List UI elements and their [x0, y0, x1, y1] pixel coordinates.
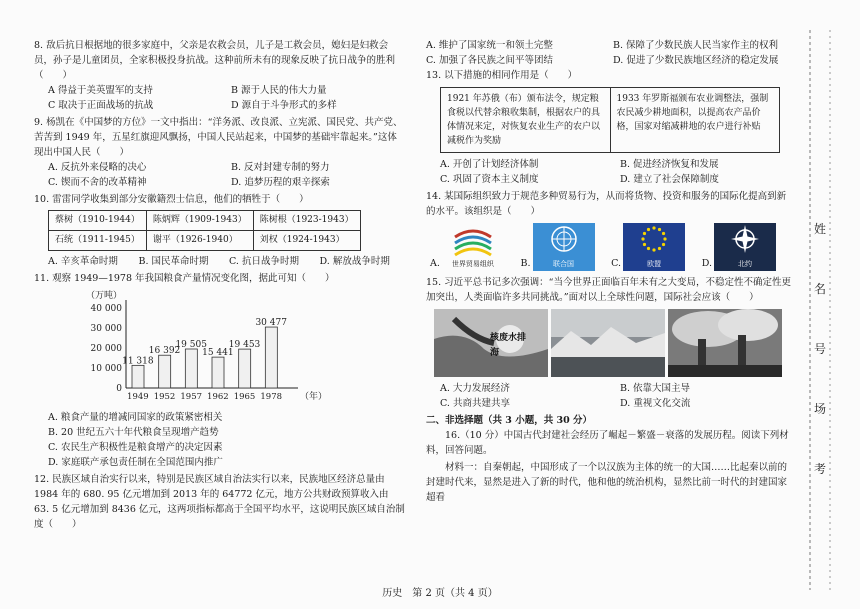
q10-option-a[interactable]: A. 辛亥革命时期 [48, 256, 118, 267]
factory-smoke-photo [668, 309, 782, 377]
q13-option-a[interactable]: A. 开创了计划经济体制 [440, 159, 539, 170]
question-8-stem: 8. 敌后抗日根据地的很多家庭中，父亲是农救会员，儿子是工救会员，媳妇是妇救会员，孙子是儿童团员，全家积极投身抗战。这种前所未有的现象反映了抗日战争的胜利（ ） [34, 40, 396, 81]
bar-value-label: 11 318 [122, 356, 154, 367]
logo-caption: 联合国 [553, 259, 575, 268]
question-10 [34, 192, 406, 269]
bar-value-label: 15 441 [202, 348, 234, 359]
eu-star [641, 237, 644, 240]
x-tick-label: 1962 [207, 392, 229, 402]
section-heading: 二、非选择题（共 3 小题，共 30 分） [426, 415, 593, 426]
q12-option-d[interactable]: D. 促进了少数民族地区经济的稳定发展 [613, 55, 779, 66]
eu-star [662, 242, 665, 245]
smokestack-illustration-icon [668, 309, 782, 377]
question-16-material: 材料一：自秦朝起，中国形成了一个以汉族为主体的统一的大国……比起秦以前的封建时代来，显然是进入了新的时代，他和他的统治机构，显然比前一时代的封建国家超看 [426, 462, 788, 503]
x-tick-label: 1957 [180, 392, 203, 402]
option-letter: D. [701, 258, 712, 269]
q9-option-c[interactable]: C. 锲而不舍的改革精神 [48, 177, 147, 188]
option-letter: B. [520, 258, 531, 269]
q11-option-c[interactable]: C. 农民生产积极性是粮食增产的决定因素 [48, 442, 223, 453]
wto-logo [442, 223, 504, 271]
table-row [49, 231, 361, 251]
q14-option-d[interactable] [702, 223, 776, 271]
table-cell: 陈树根（1923-1943） [253, 211, 360, 231]
table-cell: 陈炳辉（1909-1943） [146, 211, 253, 231]
binding-char: 名 [814, 282, 827, 296]
eu-star [652, 226, 655, 229]
option-letter: A. [430, 258, 440, 269]
eu-logo [623, 223, 685, 271]
wto-logo-icon [451, 223, 495, 257]
bar-value-label: 19 505 [175, 339, 207, 350]
bar [159, 355, 171, 388]
question-11-stem: 11. 观察 1949—1978 年我国粮食产量情况变化图，据此可知（ ） [34, 273, 335, 284]
bar [132, 365, 144, 388]
binding-char: 场 [814, 402, 827, 416]
x-tick-label: 1965 [233, 392, 256, 402]
y-axis-label: （万吨） [85, 291, 122, 301]
y-tick-label: 30 000 [90, 324, 122, 334]
question-14 [426, 189, 792, 271]
grain-output-chart-svg [78, 288, 328, 408]
measure-soviet: 1921 年苏俄（布）颁布法令，规定粮食税以代替余粮收集制，根据农户的具体情况来定，对恢复农业生产的农户以减税作为奖励 [441, 88, 611, 152]
q13-option-b[interactable]: B. 促进经济恢复和发展 [620, 159, 719, 170]
eu-star [647, 246, 650, 249]
q10-option-b[interactable]: B. 国民革命时期 [138, 256, 209, 267]
q15-option-b[interactable]: B. 依靠大国主导 [620, 383, 691, 394]
bar [265, 327, 277, 388]
question-8 [34, 38, 406, 113]
logo-caption: 世界贸易组织 [451, 259, 494, 268]
q14-option-b[interactable] [521, 223, 595, 271]
q15-option-a[interactable]: A. 大力发展经济 [440, 383, 510, 394]
un-emblem-icon [544, 223, 584, 257]
eu-star [647, 227, 650, 230]
question-13 [426, 68, 792, 187]
bar-value-label: 30 477 [255, 318, 287, 329]
q14-option-a[interactable] [430, 223, 504, 271]
q13-option-c[interactable]: C. 巩固了资本主义制度 [440, 174, 539, 185]
q8-option-c[interactable]: C 取决于正面战场的抗战 [48, 100, 154, 111]
q12-option-b[interactable]: B. 保障了少数民族人民当家作主的权利 [613, 40, 779, 51]
q8-option-d[interactable]: D 源自于斗争形式的多样 [231, 100, 337, 111]
question-13-stem: 13. 以下措施的相同作用是（ ） [426, 70, 578, 81]
bar [239, 349, 251, 388]
q10-option-c[interactable]: C. 抗日战争时期 [229, 256, 299, 267]
q9-option-b[interactable]: B. 反对封建专制的努力 [231, 162, 330, 173]
table-cell: 蔡树（1910-1944） [49, 211, 147, 231]
page-footer: 历史 第 2 页（共 4 页） [382, 588, 498, 599]
eu-star [658, 246, 661, 249]
glacier-illustration-icon [551, 309, 665, 377]
question-10-stem: 10. 雷雷同学收集到部分安徽籍烈士信息，他们的牺牲于（ ） [34, 194, 309, 205]
q15-option-c[interactable]: C. 共商共建共享 [440, 398, 510, 409]
q9-option-d[interactable]: D. 追梦历程的艰辛探索 [231, 177, 330, 188]
q14-option-c[interactable] [611, 223, 685, 271]
martyrs-table [48, 210, 361, 251]
q11-option-b[interactable]: B. 20 世纪五六十年代粮食呈现增产趋势 [48, 427, 219, 438]
eu-star [643, 231, 646, 234]
question-12 [34, 472, 406, 532]
eu-star [652, 248, 655, 251]
binding-char: 考 [814, 462, 827, 476]
question-11 [34, 271, 406, 470]
table-row [49, 211, 361, 231]
binding-line-icon [800, 30, 844, 590]
y-tick-label: 40 000 [90, 304, 122, 314]
q8-option-a[interactable]: A 得益于美英盟军的支持 [48, 85, 153, 96]
eu-star [658, 227, 661, 230]
question-16-stem: 16.（10 分）中国古代封建社会经历了崛起－繁盛－衰落的发展历程。阅读下列材料，回答问题。 [426, 430, 789, 456]
x-tick-label: 1952 [153, 392, 176, 402]
nuclear-wastewater-photo [434, 309, 548, 377]
right-column [426, 38, 792, 507]
global-issue-photos [434, 309, 792, 377]
measures-compare-box [440, 87, 780, 153]
q8-option-b[interactable]: B 源于人民的伟大力量 [231, 85, 327, 96]
q9-option-a[interactable]: A. 反抗外来侵略的决心 [48, 162, 147, 173]
question-12-stem: 12. 民族区域自治实行以来，特别是民族区域自治法实行以来，民族地区经济总量由 1984 年的 680. 95 亿元增加到 2013 年的 64772 亿元，地方公共财政预算收入由 63. 5 亿元增加到 8436 亿元，这两项指标都高于全国平均水平，这说明民族区域自治制度（ ） [34, 474, 405, 530]
eu-star [663, 237, 666, 240]
nato-compass-icon [725, 223, 765, 257]
y-tick-label: 0 [116, 384, 122, 394]
bar [212, 357, 224, 388]
table-cell: 谢平（1926-1940） [146, 231, 253, 251]
eu-star [662, 231, 665, 234]
table-cell: 刘权（1924-1943） [253, 231, 360, 251]
q13-option-d[interactable]: D. 建立了社会保障制度 [620, 174, 719, 185]
q15-option-d[interactable]: D. 重视文化交流 [620, 398, 691, 409]
q11-option-d[interactable]: D. 家庭联产承包责任制在全国范围内推广 [48, 457, 223, 468]
binding-char: 号 [814, 342, 827, 356]
un-logo [533, 223, 595, 271]
option-letter: C. [611, 258, 622, 269]
logo-options [426, 223, 776, 271]
photo-caption: 核废水排海 [490, 333, 527, 358]
binding-strip [800, 30, 844, 590]
y-tick-label: 20 000 [90, 344, 122, 354]
q12-options [426, 38, 792, 68]
question-9 [34, 115, 406, 190]
bar [185, 349, 197, 388]
logo-caption: 北约 [738, 259, 752, 268]
x-tick-label: 1978 [260, 392, 283, 402]
eu-stars-icon [634, 223, 674, 257]
grain-output-chart [78, 288, 328, 408]
nato-logo [714, 223, 776, 271]
x-axis-label: （年） [300, 392, 328, 402]
bar-value-label: 16 392 [148, 346, 181, 357]
y-tick-label: 10 000 [90, 364, 122, 374]
table-cell: 石统（1911-1945） [49, 231, 147, 251]
q12-option-a[interactable]: A. 维护了国家统一和领土完整 [426, 40, 553, 51]
left-column [34, 38, 406, 534]
question-15-stem: 15. 习近平总书记多次强调：“当今世界正面临百年未有之大变局，不稳定性不确定性更加突出，人类面临许多共同挑战。”面对以上全球性问题，国际社会应该（ ） [426, 277, 791, 303]
binding-char: 姓 [814, 222, 827, 236]
q10-option-d[interactable]: D. 解放战争时期 [319, 256, 390, 267]
bar-value-label: 19 453 [228, 340, 261, 351]
x-tick-label: 1949 [127, 392, 149, 402]
question-15 [426, 275, 792, 411]
question-14-stem: 14. 某国际组织致力于规范多种贸易行为，从而将货物、投资和服务的国际化提高到新的水平。该组织是（ ） [426, 191, 787, 217]
q12-option-c[interactable]: C. 加强了各民族之间平等团结 [426, 55, 553, 66]
q11-option-a[interactable]: A. 粮食产量的增减同国家的政策紧密相关 [48, 412, 223, 423]
melting-glacier-photo [551, 309, 665, 377]
eu-star [643, 242, 646, 245]
question-9-stem: 9. 杨凯在《中国梦的方位》一文中指出：“洋务派、改良派、立宪派、国民党、共产党、苦苦到 1949 年，五星红旗迎风飘扬，中国人民站起来，中国梦的基础牢靠起来。”这体现出中国人民（ ） [34, 117, 403, 158]
logo-caption: 欧盟 [647, 259, 662, 268]
measure-roosevelt: 1933 年罗斯福颁布农业调整法，强制农民减少耕地面积，以提高农产品价格，国家对缩减耕地的农户进行补贴 [616, 94, 769, 132]
